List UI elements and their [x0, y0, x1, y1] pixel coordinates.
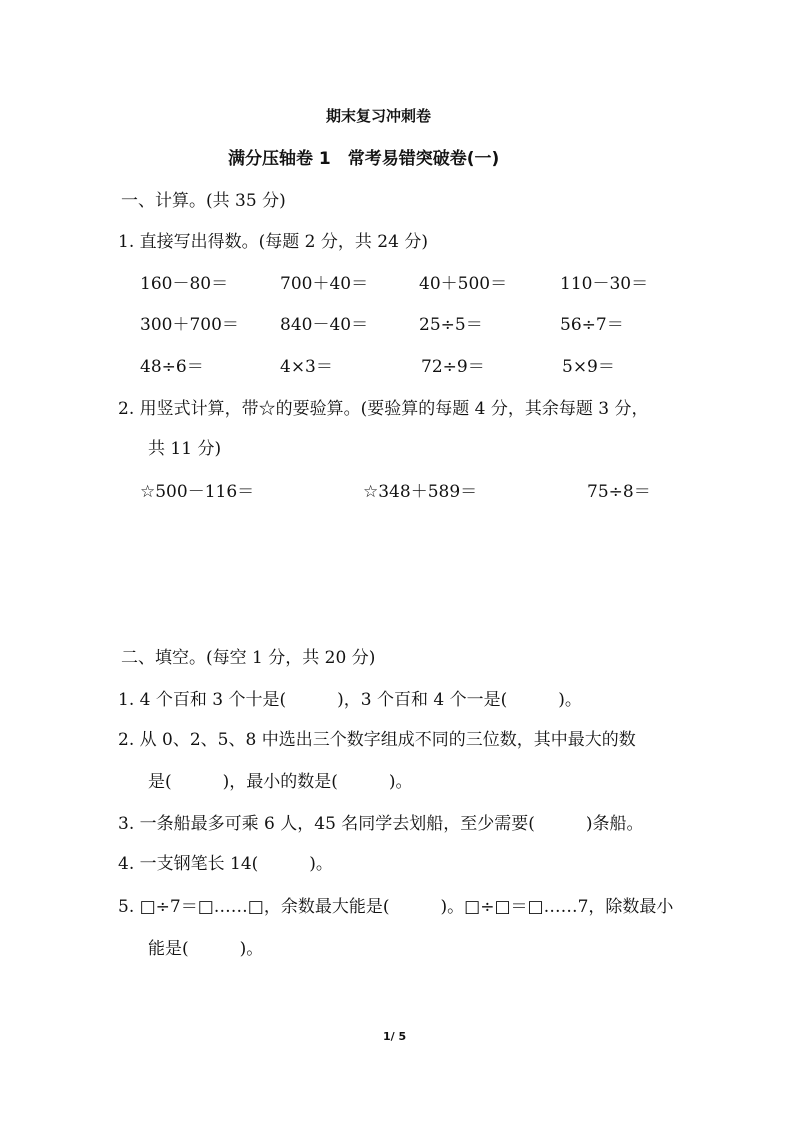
arithmetic-item: 300＋700＝	[140, 315, 239, 335]
fill-question-2: 2. 从 0、2、5、8 中选出三个数字组成不同的三位数，其中最大的数	[118, 730, 636, 750]
question-1-2-label: 2. 用竖式计算，带☆的要验算。(要验算的每题 4 分，其余每题 3 分，	[118, 399, 649, 419]
arithmetic-item: 160－80＝	[140, 274, 229, 294]
arithmetic-item: 48÷6＝	[140, 357, 204, 377]
question-1-2-label-continued: 共 11 分)	[148, 439, 222, 459]
arithmetic-item: 25÷5＝	[419, 315, 483, 335]
arithmetic-item: 72÷9＝	[421, 357, 485, 377]
page-subtitle: 满分压轴卷 1 常考易错突破卷(一)	[228, 149, 500, 169]
arithmetic-item: 840－40＝	[280, 315, 369, 335]
page-number: 1/ 5	[383, 1030, 407, 1043]
arithmetic-item: 5×9＝	[562, 357, 615, 377]
question-1-1-label: 1. 直接写出得数。(每题 2 分，共 24 分)	[118, 232, 428, 252]
fill-question-1: 1. 4 个百和 3 个十是( )，3 个百和 4 个一是( )。	[118, 690, 582, 710]
vertical-calc-item: ☆500－116＝	[140, 482, 255, 502]
arithmetic-item: 4×3＝	[280, 357, 333, 377]
arithmetic-item: 56÷7＝	[560, 315, 624, 335]
arithmetic-item: 40＋500＝	[419, 274, 508, 294]
fill-question-5: 5. □÷7＝□……□，余数最大能是( )。□÷□＝□……7，除数最小	[118, 897, 674, 917]
fill-question-5-continued: 能是( )。	[148, 939, 264, 959]
section-1-heading: 一、计算。(共 35 分)	[121, 191, 286, 211]
section-2-heading: 二、填空。(每空 1 分，共 20 分)	[121, 648, 376, 668]
arithmetic-item: 700＋40＝	[280, 274, 369, 294]
arithmetic-item: 110－30＝	[560, 274, 649, 294]
page-title: 期末复习冲刺卷	[326, 107, 432, 125]
vertical-calc-item: ☆348＋589＝	[363, 482, 478, 502]
fill-question-4: 4. 一支钢笔长 14( )。	[118, 854, 333, 874]
vertical-calc-item: 75÷8＝	[587, 482, 651, 502]
fill-question-2-continued: 是( )，最小的数是( )。	[148, 772, 413, 792]
fill-question-3: 3. 一条船最多可乘 6 人，45 名同学去划船，至少需要( )条船。	[118, 814, 644, 834]
